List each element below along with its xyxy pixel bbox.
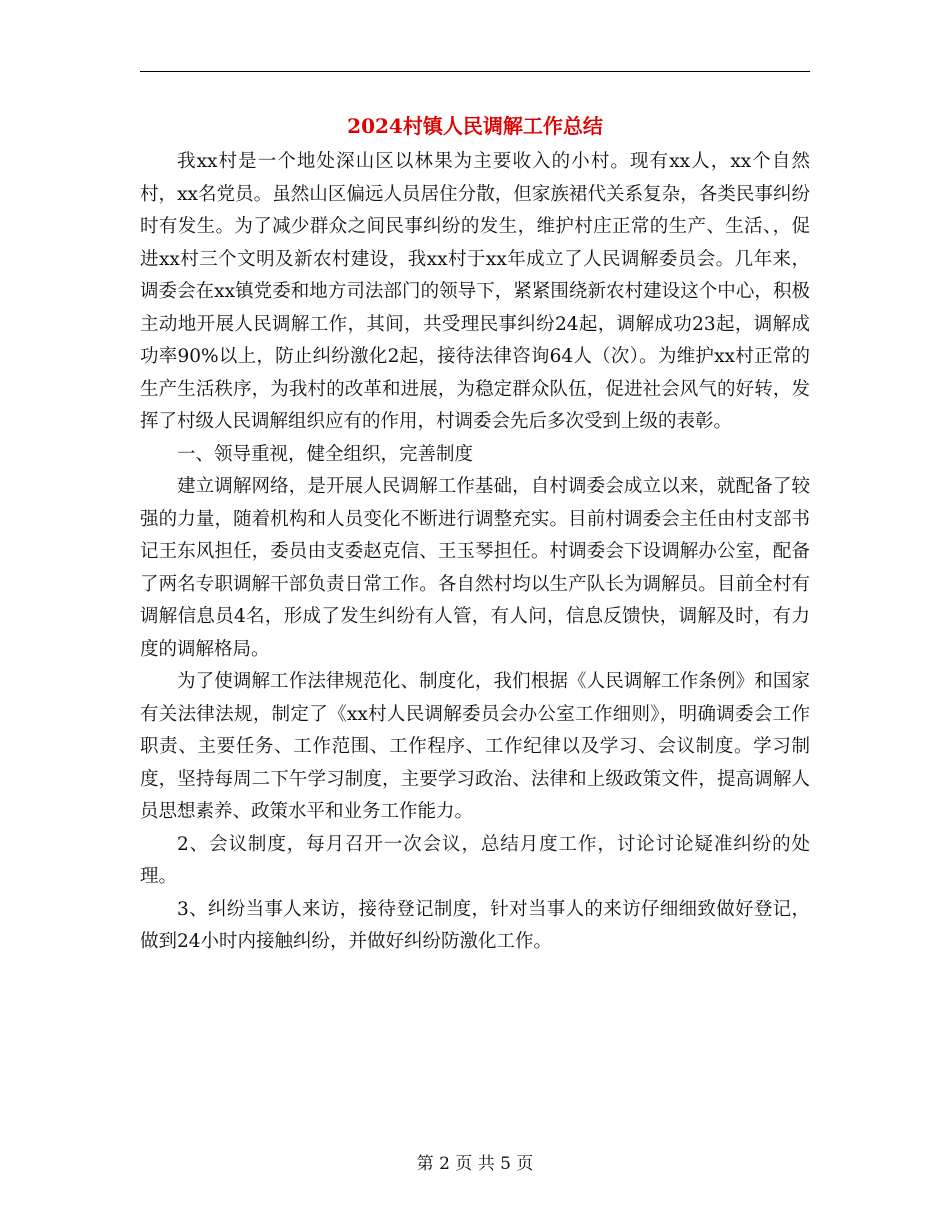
paragraph-intro: 我xx村是一个地处深山区以林果为主要收入的小村。现有xx人，xx个自然村，xx名党员。虽然山区偏远人员居住分散，但家族裙代关系复杂，各类民事纠纷时有发生。为了减少群众之间民事纠纷的发生，维护村庄正常的生产、生活、，促进xx村三个文明及新农村建设，我xx村于xx年成立了人民调解委员会。几年来，调委会在xx镇党委和地方司法部门的领导下，紧紧围绕新农村建设这个中心，积极主动地开展人民调解工作，其间，共受理民事纠纷24起，调解成功23起，调解成功率90%以上，防止纠纷激化2起，接待法律咨询64人（次）。为维护xx村正常的生产生活秩序，为我村的改革和进展，为稳定群众队伍，促进社会风气的好转，发挥了村级人民调解组织应有的作用，村调委会先后多次受到上级的表彰。 [140, 151, 810, 432]
page-number-footer: 第 2 页 共 5 页 [416, 1154, 534, 1174]
paragraph-network: 建立调解网络，是开展人民调解工作基础，自村调委会成立以来，就配备了较强的力量，随着机构和人员变化不断进行调整充实。目前村调委会主任由村支部书记王东风担任，委员由支委赵克信、王玉琴担任。村调委会下设调解办公室，配备了两名专职调解干部负责日常工作。各自然村均以生产队长为调解员。目前全村有调解信息员4名，形成了发生纠纷有人管，有人问，信息反馈快，调解及时，有力度的调解格局。 [140, 476, 810, 660]
document-body [140, 146, 810, 959]
paragraph-meeting: 2、会议制度，每月召开一次会议，总结月度工作，讨论讨论疑准纠纷的处理。 [140, 833, 810, 887]
document-title: 2024村镇人民调解工作总结 [347, 114, 603, 138]
section-heading: 一、领导重视，健全组织，完善制度 [177, 443, 474, 465]
paragraph-rules: 为了使调解工作法律规范化、制度化，我们根据《人民调解工作条例》和国家有关法律法规，制定了《xx村人民调解委员会办公室工作细则》，明确调委会工作职责、主要任务、工作范围、工作程序、工作纪律以及学习、会议制度。学习制度，坚持每周二下午学习制度，主要学习政治、法律和上级政策文件，提高调解人员思想素养、政策水平和业务工作能力。 [140, 671, 810, 822]
header-rule [140, 71, 810, 72]
paragraph-visits: 3、纠纷当事人来访，接待登记制度，针对当事人的来访仔细细致做好登记，做到24小时内接触纠纷，并做好纠纷防激化工作。 [140, 898, 810, 952]
